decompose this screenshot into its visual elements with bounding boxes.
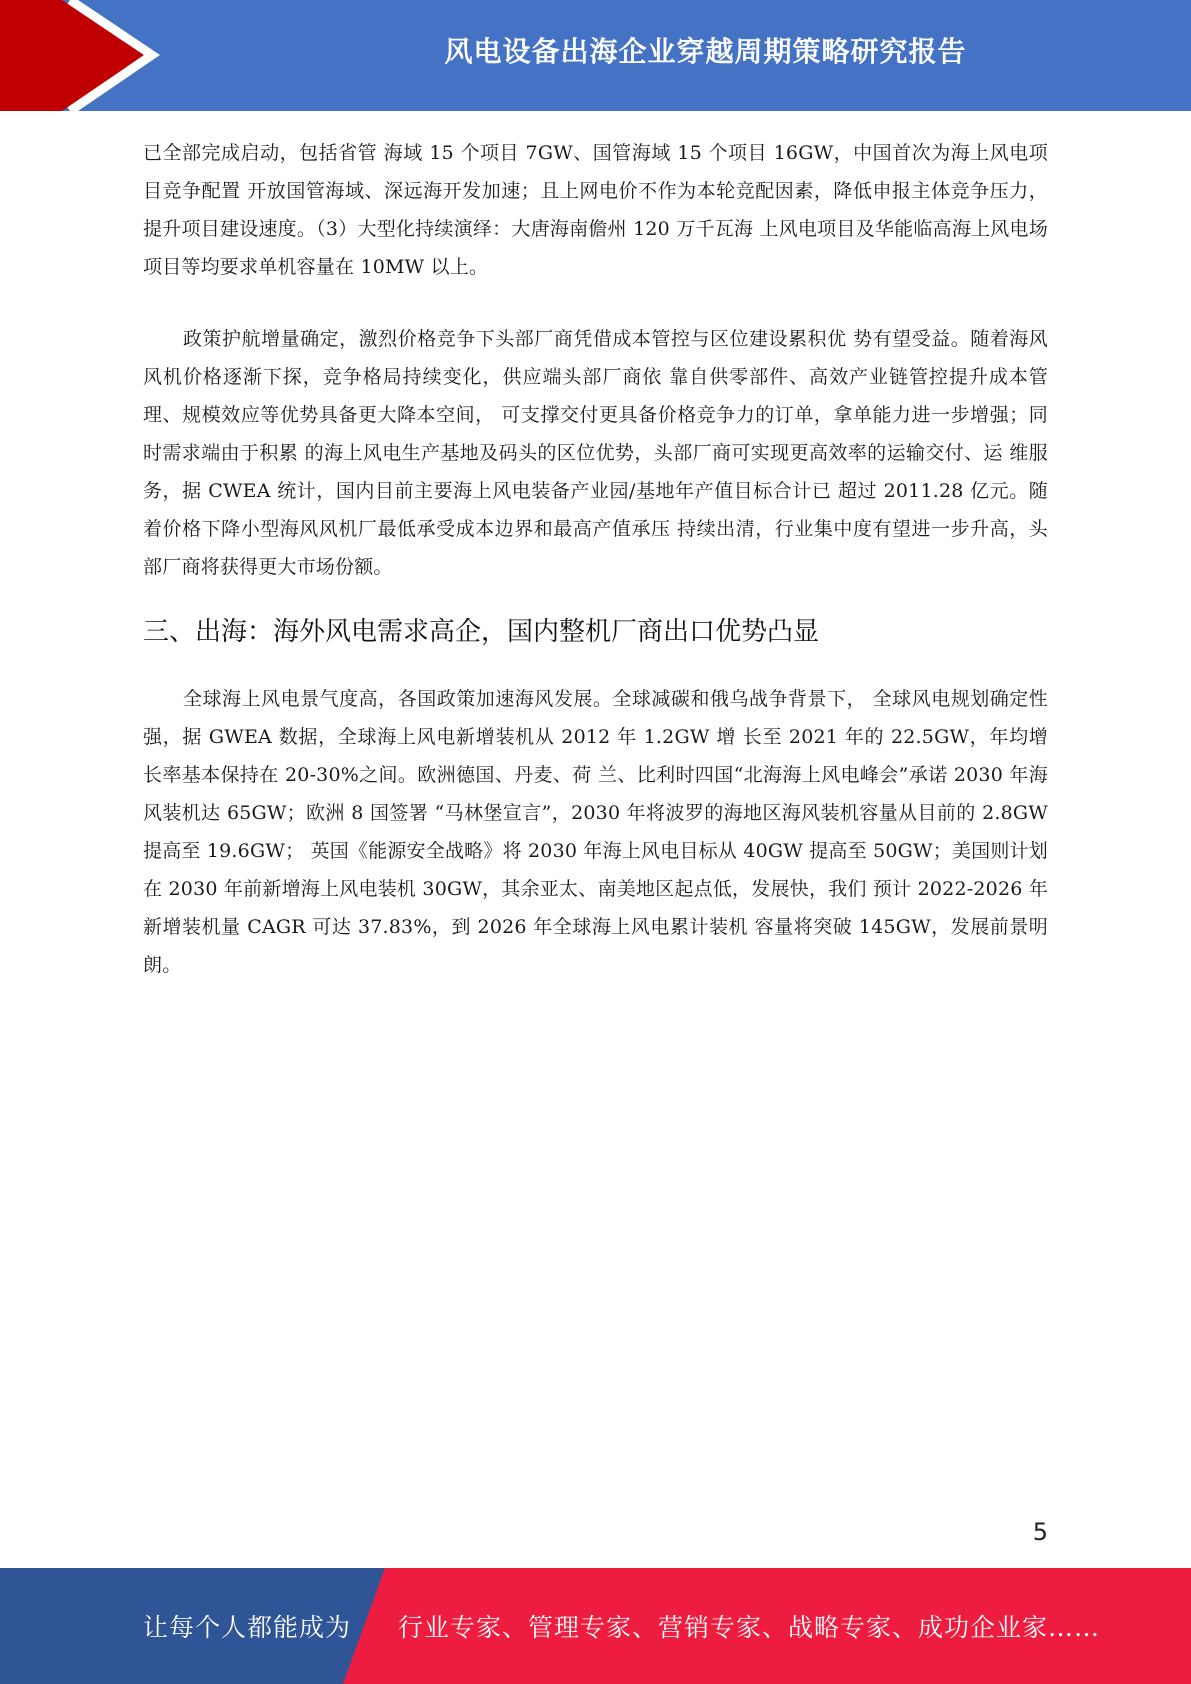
header-banner (0, 0, 1191, 111)
paragraph-2: 政策护航增量确定，激烈价格竞争下头部厂商凭借成本管控与区位建设累积优 势有望受益。随着海风风机价格逐渐下探，竞争格局持续变化，供应端头部厂商依 靠自供零部件、高效产业链管控提升成本管理、规模效应等优势具备更大降本空间， 可支撑交付更具备价格竞争力的订单，拿单能力进一步增强；同时需求端由于积累 的海上风电生产基地及码头的区位优势，头部厂商可实现更高效率的运输交付、运 维服务，据 CWEA 统计，国内目前主要海上风电装备产业园/基地年产值目标合计已 超过 2011.28 亿元。随着价格下降小型海风风机厂最低承受成本边界和最高产值承压 持续出清，行业集中度有望进一步升高，头部厂商将获得更大市场份额。 (143, 328, 1048, 578)
footer-banner (0, 1568, 1191, 1684)
header-arrow-decoration (0, 0, 160, 111)
section-heading: 三、出海：海外风电需求高企，国内整机厂商出口优势凸显 (143, 617, 820, 647)
footer-slogan-right: 行业专家、管理专家、营销专家、战略专家、成功企业家…… (398, 1613, 1101, 1642)
paragraph-1: 已全部完成启动，包括省管 海域 15 个项目 7GW、国管海域 15 个项目 16GW，中国首次为海上风电项目竞争配置 开放国管海域、深远海开发加速；且上网电价不作为本轮竞配因素，降低申报主体竞争压力，提升项目建设速度。（3）大型化持续演绎：大唐海南儋州 120 万千瓦海 上风电项目及华能临高海上风电场项目等均要求单机容量在 10MW 以上。 (143, 142, 1048, 278)
section-paragraph: 全球海上风电景气度高，各国政策加速海风发展。全球减碳和俄乌战争背景下， 全球风电规划确定性强，据 GWEA 数据，全球海上风电新增装机从 2012 年 1.2GW 增 长至 2021 年的 22.5GW，年均增长率基本保持在 20-30%之间。欧洲德国、丹麦、荷 兰、比利时四国“北海海上风电峰会”承诺 2030 年海风装机达 65GW；欧洲 8 国签署 “马林堡宣言”，2030 年将波罗的海地区海风装机容量从目前的 2.8GW 提高至 19.6GW； 英国《能源安全战略》将 2030 年海上风电目标从 40GW 提高至 50GW；美国则计划 在 2030 年前新增海上风电装机 30GW，其余亚太、南美地区起点低，发展快，我们 预计 2022-2026 年新增装机量 CAGR 可达 37.83%，到 2026 年全球海上风电累计装机 容量将突破 145GW，发展前景明朗。 (143, 688, 1048, 976)
page-number: 5 (1032, 1518, 1048, 1546)
main-content (143, 134, 1048, 984)
report-title: 风电设备出海企业穿越周期策略研究报告 (444, 35, 967, 68)
footer-slogan-left: 让每个人都能成为 (143, 1613, 352, 1642)
